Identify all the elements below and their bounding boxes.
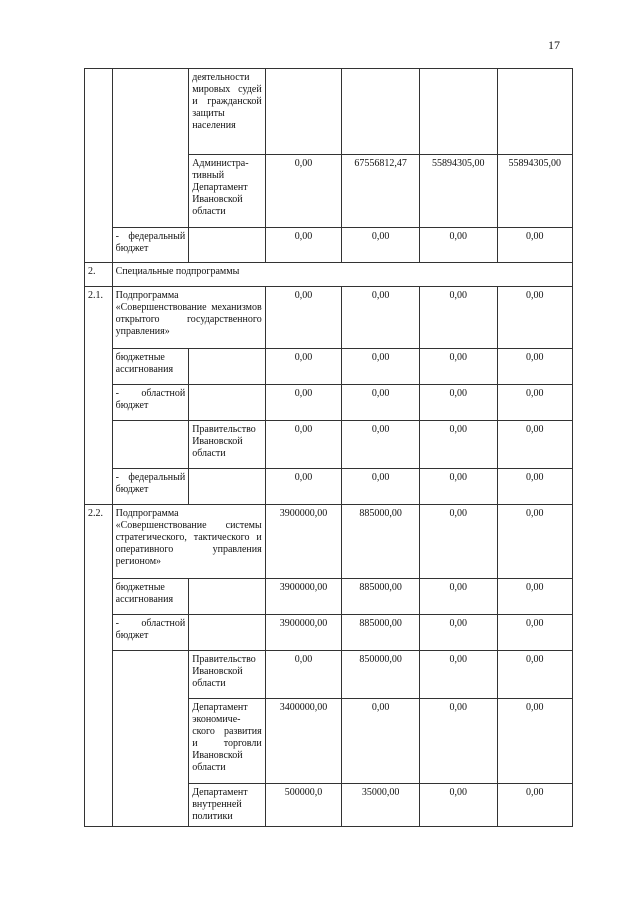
row-number-cell: [85, 69, 113, 263]
value-cell: 0,00: [419, 505, 497, 579]
value-cell: 0,00: [497, 615, 573, 651]
value-cell: 0,00: [497, 469, 573, 505]
value-cell: 0,00: [497, 784, 573, 827]
value-cell: 0,00: [419, 469, 497, 505]
value-cell: 0,00: [497, 699, 573, 784]
source-cell: - федеральный бюджет: [112, 469, 189, 505]
value-cell: 67556812,47: [342, 155, 420, 228]
value-cell: 0,00: [497, 385, 573, 421]
table-cell: [189, 228, 266, 263]
value-cell: 0,00: [497, 579, 573, 615]
value-cell: 0,00: [419, 784, 497, 827]
value-cell: 0,00: [265, 651, 342, 699]
value-cell: 0,00: [265, 287, 342, 349]
value-cell: 0,00: [342, 385, 420, 421]
value-cell: 0,00: [419, 385, 497, 421]
value-cell: 0,00: [497, 287, 573, 349]
value-cell: 0,00: [419, 421, 497, 469]
table-row: [85, 349, 573, 385]
value-cell: 0,00: [342, 421, 420, 469]
subprogram-title-cell: Подпрограмма «Совершенствование системы стратегического, тактического и оперативного управления регионом»: [112, 505, 265, 579]
table-row: [85, 287, 573, 349]
value-cell: 0,00: [265, 385, 342, 421]
value-cell: 0,00: [419, 228, 497, 263]
value-cell: 35000,00: [342, 784, 420, 827]
table-cell: [342, 69, 420, 155]
table-row: [85, 651, 573, 699]
executor-cell: Администра-тивный Департамент Ивановской области: [189, 155, 266, 228]
subprogram-title-cell: Подпрограмма «Совершенствование механизмов открытого государственного управления»: [112, 287, 265, 349]
value-cell: 55894305,00: [497, 155, 573, 228]
value-cell: 500000,0: [265, 784, 342, 827]
executor-cell: Правительство Ивановской области: [189, 421, 266, 469]
value-cell: 0,00: [497, 421, 573, 469]
value-cell: 0,00: [265, 228, 342, 263]
value-cell: 0,00: [265, 469, 342, 505]
executor-cell: деятельности мировых судей и гражданской защиты населения: [189, 69, 266, 155]
value-cell: 0,00: [342, 469, 420, 505]
source-cell: бюджетные ассигнования: [112, 579, 189, 615]
value-cell: 0,00: [419, 287, 497, 349]
value-cell: 0,00: [342, 287, 420, 349]
table-cell: [189, 349, 266, 385]
value-cell: 0,00: [342, 228, 420, 263]
row-number-cell: 2.1.: [85, 287, 113, 505]
executor-cell: Правительство Ивановской области: [189, 651, 266, 699]
table-row: [85, 469, 573, 505]
source-cell: - федеральный бюджет: [112, 228, 189, 263]
table-cell: [189, 579, 266, 615]
table-cell: [497, 69, 573, 155]
table-row: [85, 505, 573, 579]
value-cell: 885000,00: [342, 615, 420, 651]
page-number: 17: [548, 38, 560, 52]
table-cell: [265, 69, 342, 155]
source-cell: - областной бюджет: [112, 385, 189, 421]
value-cell: 885000,00: [342, 579, 420, 615]
source-cell: бюджетные ассигнования: [112, 349, 189, 385]
value-cell: 0,00: [419, 579, 497, 615]
value-cell: 0,00: [497, 505, 573, 579]
value-cell: 3900000,00: [265, 579, 342, 615]
value-cell: 0,00: [265, 155, 342, 228]
row-number-cell: 2.: [85, 263, 113, 287]
table-row: [85, 615, 573, 651]
table-cell: [112, 421, 189, 469]
value-cell: 0,00: [497, 651, 573, 699]
value-cell: 0,00: [497, 228, 573, 263]
table-cell: [419, 69, 497, 155]
executor-cell: Департамент экономиче-ского развития и торговли Ивановской области: [189, 699, 266, 784]
row-number-cell: 2.2.: [85, 505, 113, 827]
table-row: [85, 579, 573, 615]
table-row: [85, 228, 573, 263]
value-cell: 0,00: [419, 349, 497, 385]
value-cell: 0,00: [419, 615, 497, 651]
value-cell: 3900000,00: [265, 615, 342, 651]
value-cell: 0,00: [497, 349, 573, 385]
value-cell: 55894305,00: [419, 155, 497, 228]
value-cell: 3900000,00: [265, 505, 342, 579]
budget-table: [84, 68, 573, 827]
table-row: [85, 421, 573, 469]
value-cell: 0,00: [265, 349, 342, 385]
source-cell: - областной бюджет: [112, 615, 189, 651]
value-cell: 0,00: [419, 651, 497, 699]
table-cell: [112, 69, 189, 228]
executor-cell: Департамент внутренней политики: [189, 784, 266, 827]
table-cell: [112, 651, 189, 827]
value-cell: 0,00: [419, 699, 497, 784]
table-cell: [189, 469, 266, 505]
value-cell: 0,00: [342, 349, 420, 385]
value-cell: 0,00: [265, 421, 342, 469]
table-cell: [189, 385, 266, 421]
table-row: [85, 385, 573, 421]
value-cell: 3400000,00: [265, 699, 342, 784]
table-row: [85, 263, 573, 287]
value-cell: 0,00: [342, 699, 420, 784]
table-row: [85, 69, 573, 155]
value-cell: 885000,00: [342, 505, 420, 579]
value-cell: 850000,00: [342, 651, 420, 699]
section-title-cell: Специальные подпрограммы: [112, 263, 572, 287]
table-cell: [189, 615, 266, 651]
